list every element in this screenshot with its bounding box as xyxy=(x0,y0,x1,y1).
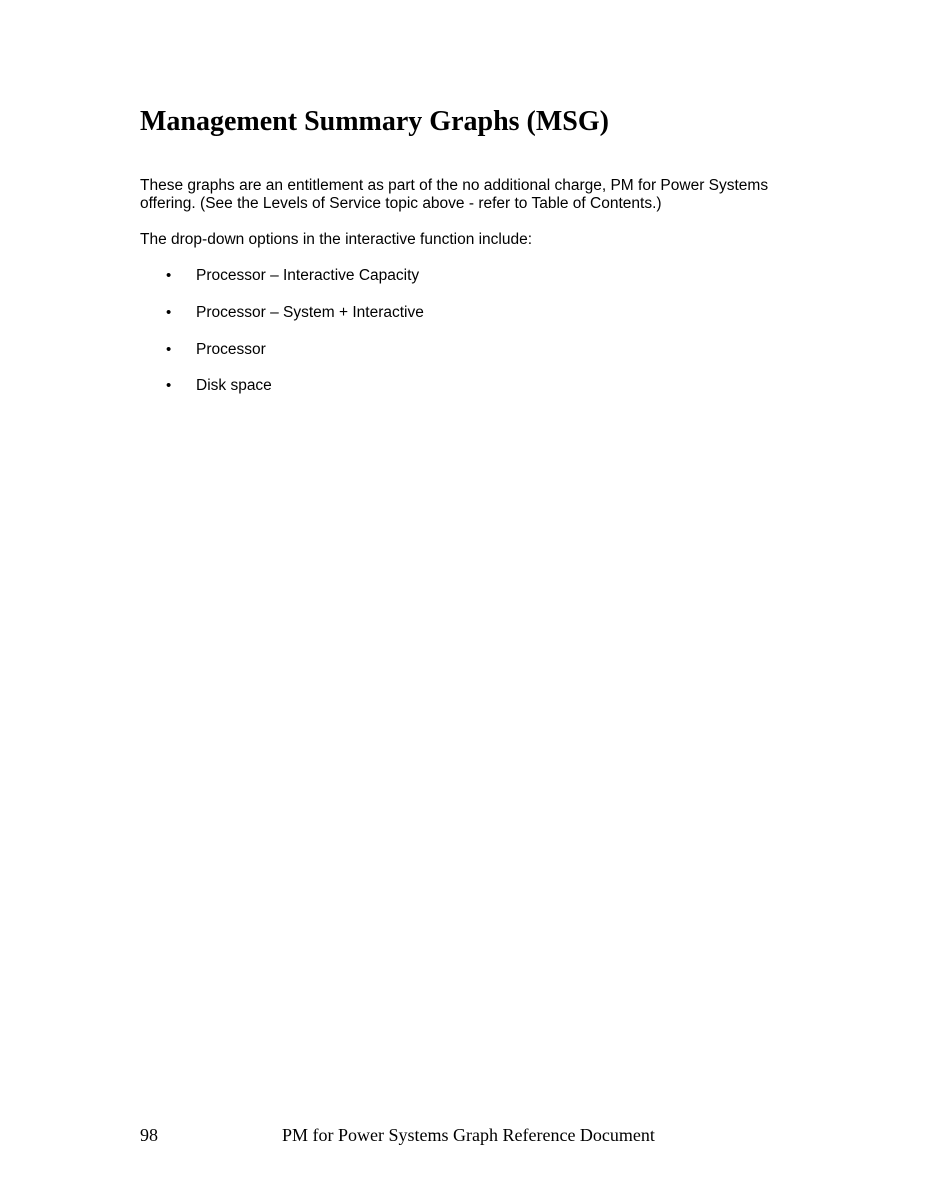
list-item xyxy=(0,340,600,360)
list-item xyxy=(0,266,600,286)
bullet-icon: • xyxy=(166,377,172,394)
bullet-icon: • xyxy=(166,304,172,321)
footer-page-number: 98 xyxy=(140,1125,158,1145)
list-item-text: Disk space xyxy=(196,377,272,394)
footer-document-title: PM for Power Systems Graph Reference Document xyxy=(282,1125,655,1145)
page-heading: Management Summary Graphs (MSG) xyxy=(140,106,609,137)
list-item xyxy=(0,303,600,323)
list-item-text: Processor – System + Interactive xyxy=(196,304,424,321)
list-item-text: Processor – Interactive Capacity xyxy=(196,267,420,284)
intro-paragraph: These graphs are an entitlement as part of the no additional charge, PM for Power Systems offering. (See the Levels of Service topic above - refer to Table of Contents.) xyxy=(140,177,769,212)
dropdown-options-paragraph: The drop-down options in the interactive function include: xyxy=(140,231,533,248)
list-item xyxy=(0,376,600,396)
list-item-text: Processor xyxy=(196,341,266,358)
bullet-icon: • xyxy=(166,341,172,358)
bullet-icon: • xyxy=(166,267,172,284)
